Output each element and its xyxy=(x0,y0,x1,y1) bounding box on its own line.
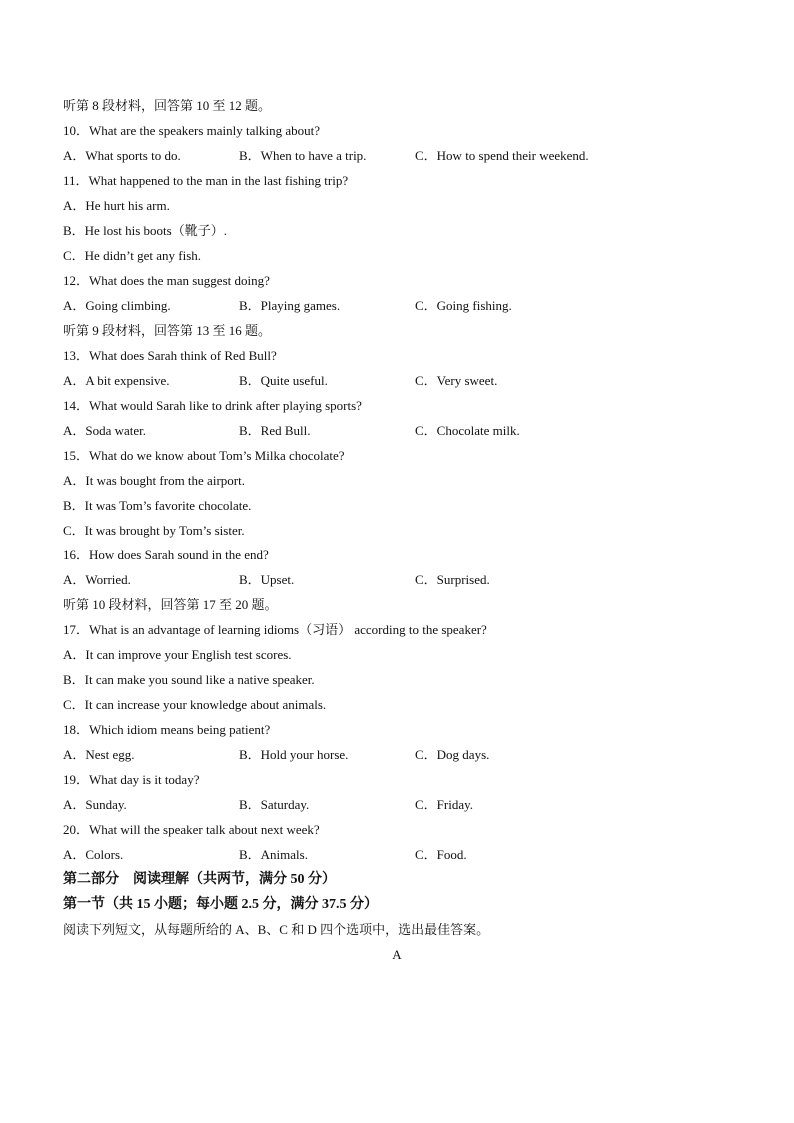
q11-stem: 11．What happened to the man in the last fishing trip? xyxy=(63,173,349,188)
q17-option-b: B．It can make you sound like a native speaker. xyxy=(63,672,315,687)
q10-option-b: B．When to have a trip. xyxy=(239,148,367,163)
q11-option-b: B．He lost his boots（靴子）. xyxy=(63,223,227,238)
q14-option-c: C．Chocolate milk. xyxy=(415,423,520,438)
q16-option-c: C．Surprised. xyxy=(415,572,490,587)
q10-option-c: C．How to spend their weekend. xyxy=(415,148,589,163)
q11-option-c: C．He didn’t get any fish. xyxy=(63,248,202,263)
q18-stem: 18．Which idiom means being patient? xyxy=(63,722,271,737)
q12-option-b: B．Playing games. xyxy=(239,298,341,313)
passage-label: A xyxy=(392,947,402,962)
q16-option-b: B．Upset. xyxy=(239,572,295,587)
q18-option-c: C．Dog days. xyxy=(415,747,490,762)
q18-option-a: A．Nest egg. xyxy=(63,747,135,762)
q15-option-a: A．It was bought from the airport. xyxy=(63,473,245,488)
q19-option-b: B．Saturday. xyxy=(239,797,310,812)
q16-stem: 16．How does Sarah sound in the end? xyxy=(63,547,269,562)
q14-option-b: B．Red Bull. xyxy=(239,423,311,438)
q10-stem: 10．What are the speakers mainly talking about? xyxy=(63,123,321,138)
part2-instruction: 阅读下列短文，从每题所给的 A、B、C 和 D 四个选项中，选出最佳答案。 xyxy=(63,922,490,937)
q19-stem: 19．What day is it today? xyxy=(63,772,200,787)
section10-header: 听第 10 段材料，回答第 17 至 20 题。 xyxy=(63,597,278,612)
q14-stem: 14．What would Sarah like to drink after playing sports? xyxy=(63,398,362,413)
section9-header: 听第 9 段材料，回答第 13 至 16 题。 xyxy=(63,323,272,338)
q12-option-a: A．Going climbing. xyxy=(63,298,171,313)
q10-option-a: A．What sports to do. xyxy=(63,148,181,163)
q15-option-b: B．It was Tom’s favorite chocolate. xyxy=(63,498,252,513)
q17-stem: 17．What is an advantage of learning idioms（习语） according to the speaker? xyxy=(63,622,487,637)
q14-option-a: A．Soda water. xyxy=(63,423,147,438)
q17-option-c: C．It can increase your knowledge about animals. xyxy=(63,697,327,712)
q13-option-b: B．Quite useful. xyxy=(239,373,328,388)
q13-option-c: C．Very sweet. xyxy=(415,373,498,388)
q20-stem: 20．What will the speaker talk about next week? xyxy=(63,822,320,837)
q11-option-a: A．He hurt his arm. xyxy=(63,198,170,213)
q16-option-a: A．Worried. xyxy=(63,572,131,587)
q19-option-a: A．Sunday. xyxy=(63,797,127,812)
q20-option-b: B．Animals. xyxy=(239,847,308,862)
q13-option-a: A．A bit expensive. xyxy=(63,373,170,388)
q12-option-c: C．Going fishing. xyxy=(415,298,512,313)
section8-header: 听第 8 段材料，回答第 10 至 12 题。 xyxy=(63,98,272,113)
part2-title: 第二部分 阅读理解（共两节，满分 50 分） xyxy=(63,872,336,887)
part2-section1-title: 第一节（共 15 小题；每小题 2.5 分，满分 37.5 分） xyxy=(63,897,378,912)
q20-option-a: A．Colors. xyxy=(63,847,124,862)
q12-stem: 12．What does the man suggest doing? xyxy=(63,273,270,288)
q19-option-c: C．Friday. xyxy=(415,797,474,812)
q15-stem: 15．What do we know about Tom’s Milka chocolate? xyxy=(63,448,345,463)
q17-option-a: A．It can improve your English test scores. xyxy=(63,647,292,662)
q18-option-b: B．Hold your horse. xyxy=(239,747,349,762)
q20-option-c: C．Food. xyxy=(415,847,467,862)
q13-stem: 13．What does Sarah think of Red Bull? xyxy=(63,348,277,363)
q15-option-c: C．It was brought by Tom’s sister. xyxy=(63,523,245,538)
